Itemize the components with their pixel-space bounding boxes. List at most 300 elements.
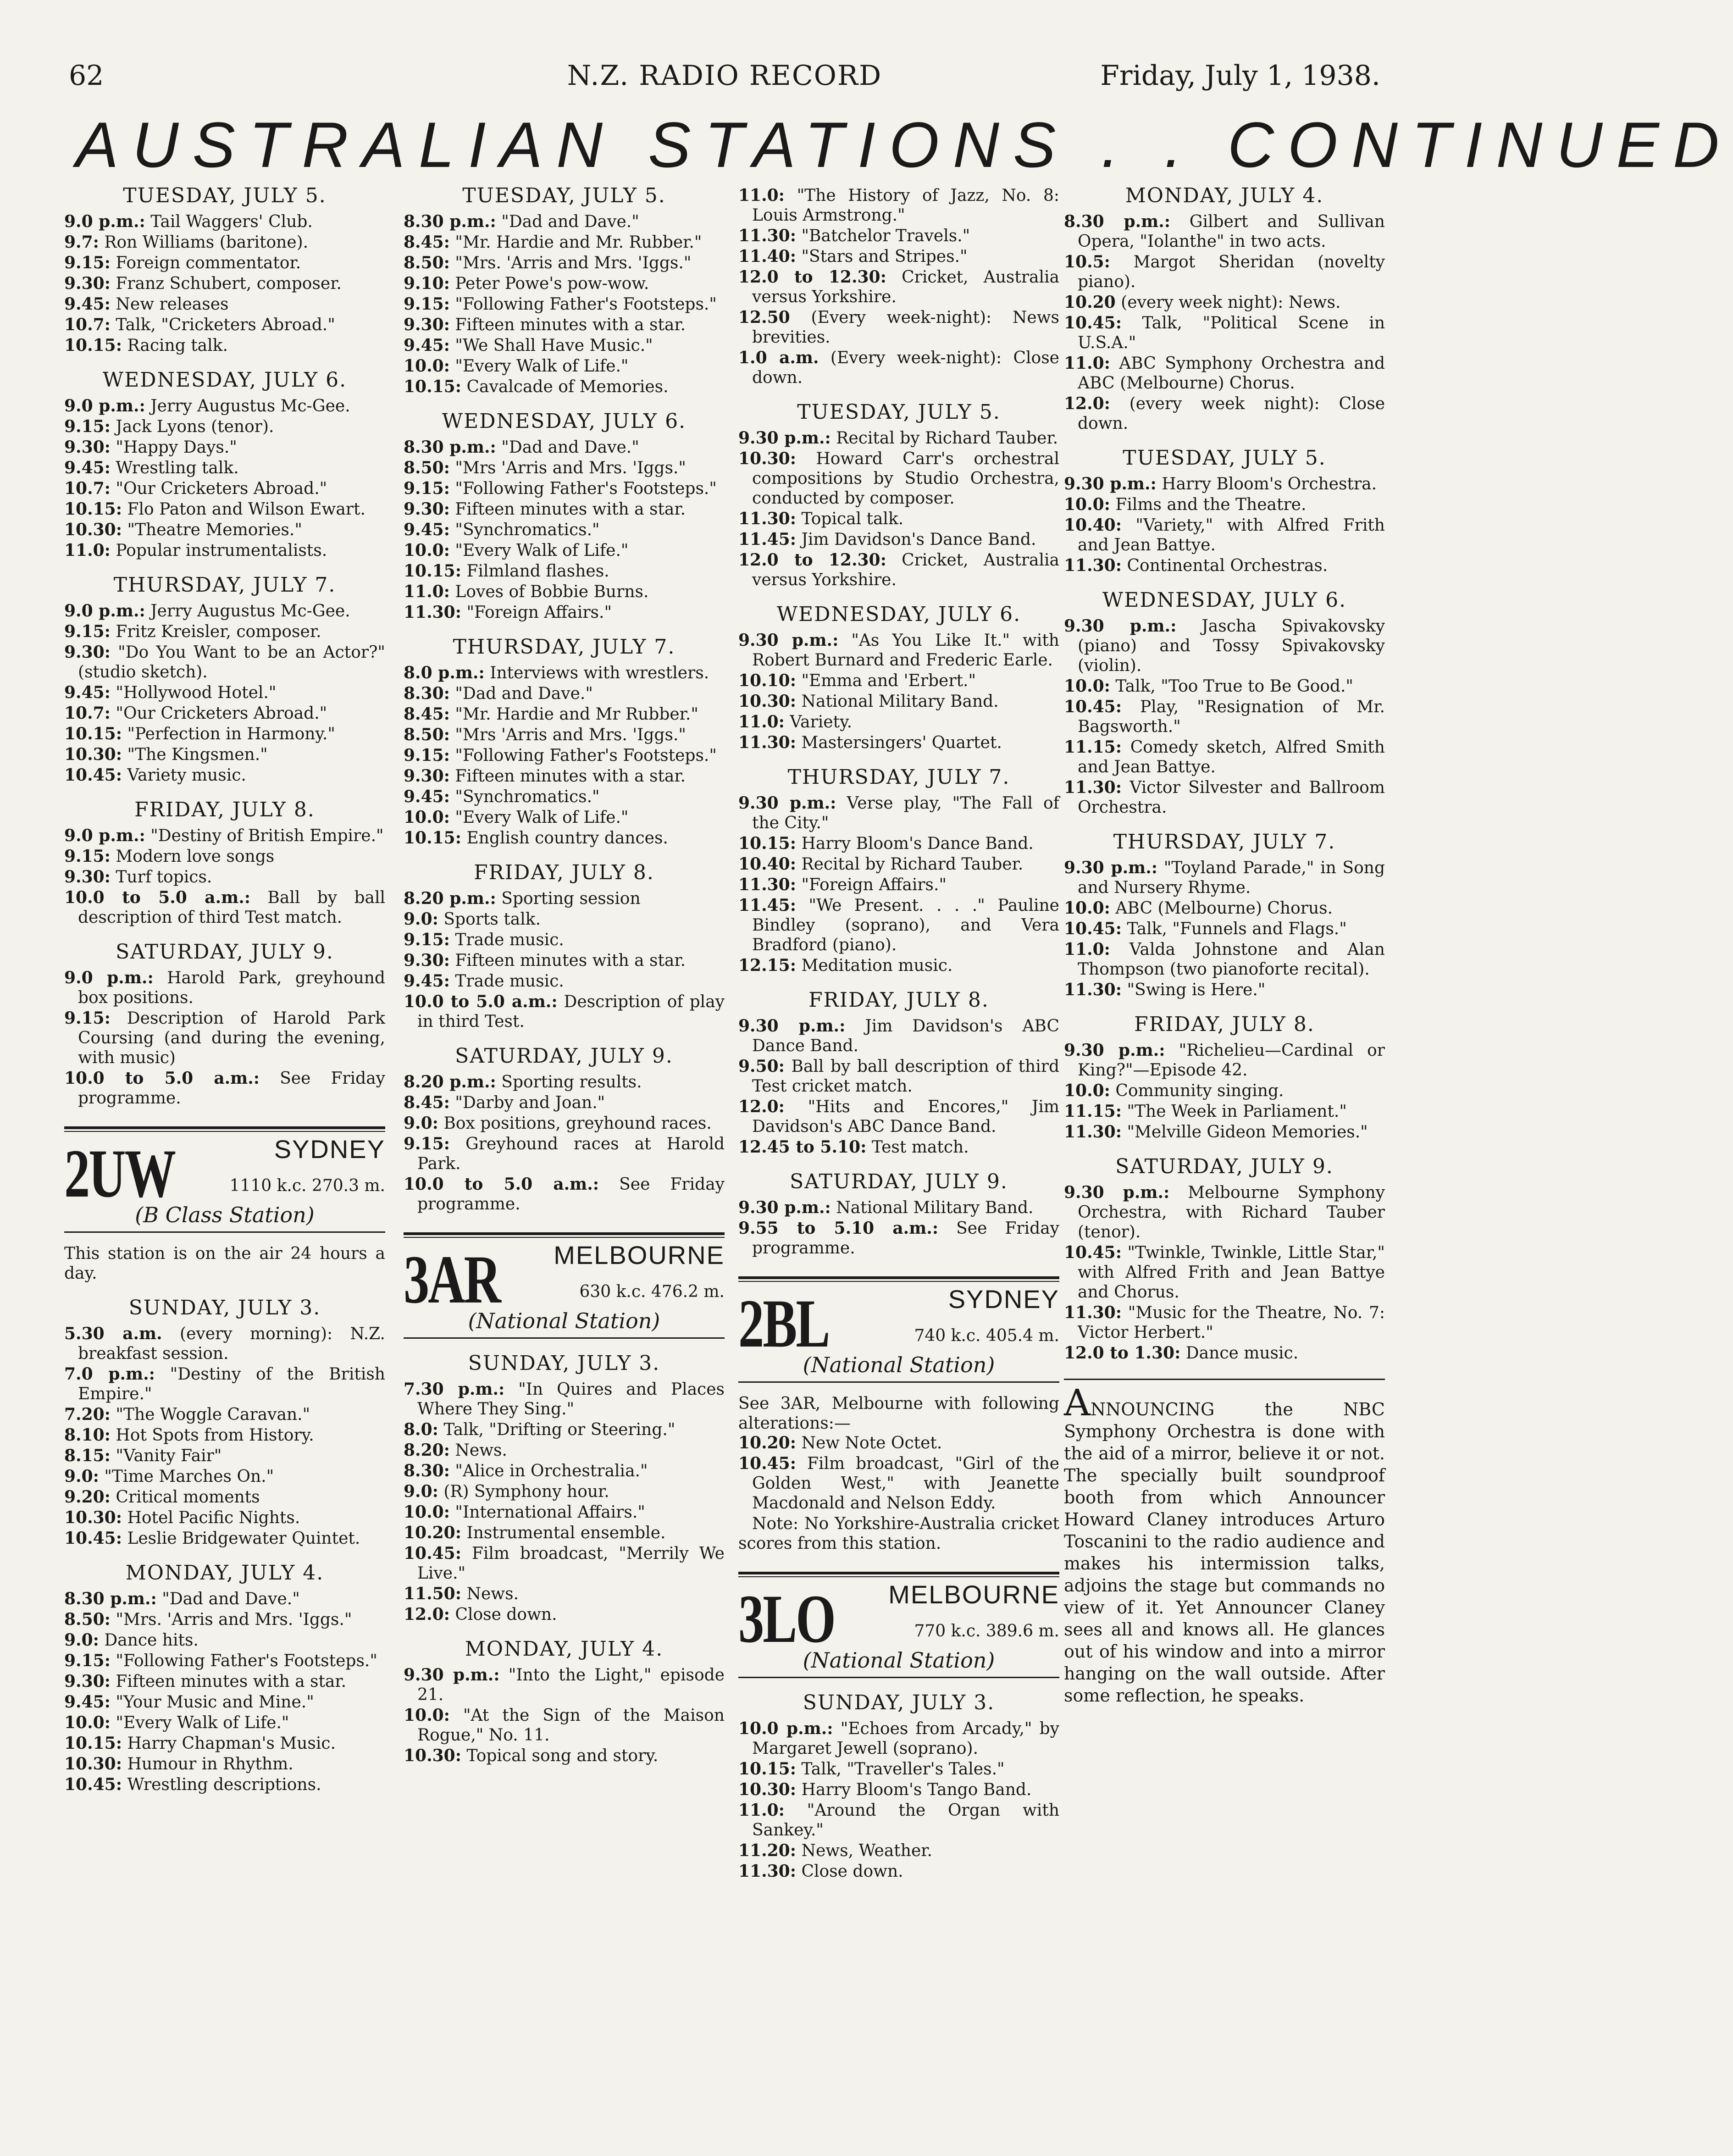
program-title: Popular instrumentalists. — [110, 541, 327, 560]
program-title: Variety music. — [122, 766, 246, 785]
program-time: 11.30: — [738, 226, 797, 245]
program-item — [404, 951, 725, 970]
program-time: 12.45 to 5.10: — [738, 1137, 867, 1157]
program-time: 9.15: — [64, 417, 111, 436]
program-title: "Every Walk of Life." — [449, 541, 629, 560]
program-title: Filmland flashes. — [461, 562, 609, 581]
program-title: News. — [449, 1441, 507, 1460]
program-time: 11.20: — [738, 1841, 797, 1860]
program-time: 9.0: — [64, 1630, 99, 1650]
program-item — [64, 1734, 385, 1753]
program-time: 9.45: — [64, 458, 111, 477]
program-title: "At the Sign of the Maison Rogue," No. 11. — [417, 1706, 725, 1745]
program-item — [738, 449, 1059, 508]
program-title: Melbourne Symphony Orchestra, with Richard Tauber (tenor). — [1078, 1183, 1385, 1242]
program-list — [64, 826, 385, 927]
program-item — [738, 1841, 1059, 1861]
program-title: Trade music. — [449, 931, 564, 949]
program-title: Hot Spots from History. — [110, 1426, 314, 1445]
day-heading: MONDAY, JULY 4. — [125, 1561, 324, 1585]
program-title: Flo Paton and Wilson Ewart. — [122, 500, 365, 519]
program-time: 9.30 p.m.: — [1064, 616, 1177, 636]
program-list — [404, 1665, 725, 1766]
program-item — [64, 253, 385, 273]
program-list — [64, 1589, 385, 1795]
program-time: 10.0: — [1064, 898, 1110, 918]
program-title: Hotel Pacific Nights. — [122, 1508, 300, 1527]
day-heading: MONDAY, JULY 4. — [465, 1637, 664, 1661]
program-title: "In Quires and Places Where They Sing." — [417, 1380, 725, 1419]
program-item — [64, 1467, 385, 1486]
announcement-article — [1064, 1379, 1385, 1707]
program-time: 10.30: — [64, 520, 122, 539]
program-title: "Vanity Fair" — [110, 1447, 222, 1465]
program-title: "Emma and 'Erbert." — [796, 671, 976, 690]
program-list — [738, 1433, 1059, 1513]
program-title: "Mrs. 'Arris and Mrs. 'Iggs." — [110, 1610, 352, 1629]
program-time: 9.45: — [64, 1692, 111, 1712]
program-title: Foreign commentator. — [110, 254, 301, 272]
program-title: Mastersingers' Quartet. — [796, 733, 1002, 752]
program-title: Talk, "Funnels and Flags." — [1122, 920, 1347, 938]
program-title: Test match. — [866, 1138, 969, 1157]
station-city: SYDNEY — [274, 1135, 385, 1164]
program-time: 10.15: — [64, 1734, 122, 1753]
program-time: 9.20: — [64, 1487, 111, 1507]
program-time: 9.0 p.m.: — [64, 396, 145, 416]
program-time: 10.0: — [404, 356, 450, 376]
program-item — [64, 417, 385, 437]
program-title: "Hits and Encores," Jim Davidson's ABC Dance Band. — [752, 1097, 1059, 1136]
program-item — [404, 787, 725, 807]
program-title: "Mr. Hardie and Mr Rubber." — [449, 705, 698, 724]
program-time: 11.30: — [738, 875, 797, 894]
program-item — [64, 479, 385, 499]
program-item — [404, 1441, 725, 1460]
program-time: 9.0 p.m.: — [64, 968, 154, 987]
program-item — [404, 725, 725, 745]
program-time: 10.30: — [738, 449, 797, 468]
column-1 — [64, 186, 385, 1796]
day-heading: WEDNESDAY, JULY 6. — [102, 368, 347, 392]
program-item — [738, 1219, 1059, 1258]
program-title: "Into the Light," episode 21. — [417, 1666, 725, 1704]
program-item — [404, 1134, 725, 1174]
program-time: 12.0 to 1.30: — [1064, 1343, 1181, 1363]
program-time: 10.45: — [64, 1775, 122, 1794]
program-item — [404, 1114, 725, 1133]
page-header — [69, 46, 1380, 101]
day-heading: WEDNESDAY, JULY 6. — [442, 410, 687, 433]
program-title: "Twinkle, Twinkle, Little Star," with Alfred Frith and Jean Battye and Chorus. — [1078, 1243, 1385, 1302]
program-title: "Foreign Affairs." — [461, 603, 612, 622]
program-item — [64, 1364, 385, 1404]
program-time: 10.30: — [64, 1508, 122, 1527]
section-rule — [738, 1276, 1059, 1282]
program-time: 8.20: — [404, 1441, 450, 1460]
program-item — [404, 1523, 725, 1543]
program-time: 8.50: — [64, 1610, 111, 1629]
program-time: 12.0 to 12.30: — [738, 267, 886, 287]
day-heading: THURSDAY, JULY 7. — [453, 635, 675, 659]
program-title: Talk, "Drifting or Steering." — [438, 1420, 675, 1439]
program-title: Victor Silvester and Ballroom Orchestra. — [1078, 778, 1385, 817]
program-item — [64, 1508, 385, 1528]
program-item — [738, 1801, 1059, 1840]
program-time: 8.20 p.m.: — [404, 1072, 496, 1092]
program-item — [1064, 1041, 1385, 1080]
program-time: 10.0 p.m.: — [738, 1719, 833, 1738]
program-item — [64, 1425, 385, 1445]
program-item — [1064, 1081, 1385, 1101]
program-time: 8.50: — [404, 458, 450, 477]
program-time: 9.30 p.m.: — [1064, 1041, 1165, 1060]
column-4 — [1064, 186, 1385, 1707]
program-time: 11.0: — [1064, 940, 1110, 959]
program-title: New releases — [110, 295, 229, 314]
station-header — [64, 1135, 385, 1212]
program-title: Harry Chapman's Music. — [122, 1734, 336, 1753]
program-item — [738, 896, 1059, 955]
program-item — [1064, 898, 1385, 918]
station-frequency: 740 k.c. 405.4 m. — [914, 1326, 1059, 1345]
program-time: 8.20 p.m.: — [404, 889, 496, 908]
program-time: 9.0: — [404, 1482, 438, 1501]
program-item — [404, 582, 725, 602]
program-title: "Following Father's Footsteps." — [449, 295, 717, 314]
program-time: 10.0 to 5.0 a.m.: — [404, 992, 558, 1011]
program-item — [64, 458, 385, 478]
program-title: Interviews with wrestlers. — [484, 664, 709, 682]
program-item — [404, 1093, 725, 1113]
program-item — [738, 1433, 1059, 1453]
program-time: 10.20: — [404, 1523, 462, 1542]
program-title: Jascha Spivakovsky (piano) and Tossy Spivakovsky (violin). — [1078, 617, 1385, 675]
program-time: 10.40: — [738, 854, 797, 874]
program-time: 8.10: — [64, 1425, 111, 1445]
program-title: Cricket, Australia versus Yorkshire. — [752, 268, 1059, 306]
program-time: 9.45: — [64, 683, 111, 702]
program-title: "International Affairs." — [449, 1503, 645, 1522]
program-title: Harry Bloom's Orchestra. — [1156, 475, 1377, 493]
program-item — [64, 1651, 385, 1671]
program-item — [404, 274, 725, 294]
program-title: (Every week-night): News brevities. — [752, 308, 1059, 347]
program-item — [64, 622, 385, 642]
program-list — [1064, 1183, 1385, 1363]
program-time: 9.30 p.m.: — [738, 428, 831, 448]
program-title: Topical song and story. — [461, 1746, 659, 1765]
program-title: Sporting session — [496, 889, 641, 908]
program-item — [64, 643, 385, 682]
program-time: 8.30 p.m.: — [404, 438, 496, 457]
program-title: Harry Bloom's Dance Band. — [796, 834, 1034, 853]
program-title: Dance music. — [1180, 1344, 1299, 1363]
program-item — [1064, 697, 1385, 737]
program-title: Franz Schubert, composer. — [110, 274, 342, 293]
program-title: Loves of Bobbie Burns. — [449, 582, 649, 601]
program-time: 9.15: — [64, 847, 111, 866]
page-number: 62 — [69, 60, 104, 92]
program-title: Topical talk. — [796, 510, 904, 528]
program-time: 11.0: — [1064, 354, 1110, 373]
program-title: ABC Symphony Orchestra and ABC (Melbourne) Chorus. — [1078, 354, 1385, 393]
program-title: "Every Walk of Life." — [449, 357, 629, 376]
program-item — [404, 971, 725, 991]
program-time: 9.15: — [404, 930, 450, 949]
program-title: See Friday programme. — [78, 1069, 385, 1108]
program-time: 11.0: — [738, 186, 785, 205]
program-item — [1064, 616, 1385, 676]
program-item — [64, 1610, 385, 1629]
program-time: 5.30 a.m. — [64, 1324, 162, 1343]
program-item — [738, 1862, 1059, 1881]
program-time: 8.45: — [404, 704, 450, 724]
program-time: 9.15: — [64, 1651, 111, 1670]
program-item — [1064, 354, 1385, 393]
program-time: 9.0 p.m.: — [64, 826, 145, 845]
program-item — [738, 348, 1059, 388]
program-item — [404, 603, 725, 622]
day-heading: SATURDAY, JULY 9. — [455, 1044, 673, 1068]
program-list — [404, 1380, 725, 1624]
program-time: 10.45: — [1064, 697, 1122, 716]
station-call-sign: 2BL — [738, 1286, 829, 1362]
program-title: Fifteen minutes with a star. — [449, 316, 686, 334]
program-time: 9.10: — [404, 274, 450, 293]
program-time: 10.45: — [404, 1544, 462, 1563]
program-item — [738, 1780, 1059, 1800]
program-title: "Do You Want to be an Actor?" (studio sketch). — [78, 643, 385, 682]
program-item — [404, 315, 725, 335]
program-title: English country dances. — [461, 829, 668, 848]
program-item — [404, 438, 725, 457]
program-time: 10.45: — [738, 1454, 797, 1473]
day-heading: SATURDAY, JULY 9. — [790, 1170, 1008, 1193]
program-item — [738, 631, 1059, 670]
program-title: "The Kingsmen." — [122, 745, 268, 764]
program-title: "We Present. . . ." Pauline Bindley (soprano), and Vera Bradford (piano). — [752, 896, 1059, 954]
program-time: 12.0 to 12.30: — [738, 550, 886, 570]
program-time: 10.30: — [64, 1754, 122, 1774]
program-title: Variety. — [784, 713, 853, 732]
program-title: "Mr. Hardie and Mr. Rubber." — [449, 233, 702, 252]
program-time: 10.20: — [738, 1433, 797, 1452]
program-title: Close down. — [449, 1605, 557, 1624]
program-item — [738, 1057, 1059, 1096]
program-time: 9.45: — [404, 336, 450, 355]
program-title: "Swing is Here." — [1122, 981, 1266, 999]
program-item — [64, 745, 385, 765]
program-item — [404, 253, 725, 273]
program-title: Description of play in third Test. — [417, 992, 725, 1031]
program-item — [738, 1137, 1059, 1157]
program-title: "Destiny of British Empire." — [145, 826, 384, 845]
program-time: 8.30: — [404, 1461, 450, 1480]
drop-cap: A — [1064, 1381, 1091, 1424]
program-title: "Darby and Joan." — [449, 1093, 605, 1112]
program-time: 9.30: — [64, 438, 111, 457]
program-title: Jerry Augustus Mc-Gee. — [145, 397, 350, 416]
program-item — [404, 1461, 725, 1481]
program-title: "Following Father's Footsteps." — [110, 1652, 377, 1670]
day-heading: THURSDAY, JULY 7. — [113, 573, 336, 597]
program-time: 10.40: — [1064, 515, 1122, 535]
program-title: Margot Sheridan (novelty piano). — [1078, 253, 1385, 291]
program-time: 11.50: — [404, 1584, 462, 1603]
program-list — [738, 631, 1059, 753]
section-rule — [64, 1126, 385, 1132]
program-list — [738, 428, 1059, 590]
program-title: Close down. — [796, 1862, 903, 1881]
program-title: Dance hits. — [99, 1631, 199, 1650]
program-title: (every week night): Close down. — [1078, 394, 1385, 433]
program-item — [1064, 252, 1385, 292]
program-time: 10.15: — [64, 499, 122, 519]
program-item — [738, 875, 1059, 895]
program-item — [64, 1069, 385, 1108]
program-title: Films and the Theatre. — [1110, 495, 1307, 514]
day-heading: SUNDAY, JULY 3. — [803, 1691, 995, 1714]
station-intro: See 3AR, Melbourne with following alterations:— — [738, 1394, 1059, 1433]
program-time: 9.30 p.m.: — [738, 793, 836, 813]
program-time: 8.15: — [64, 1446, 111, 1465]
program-time: 9.30 p.m.: — [738, 631, 839, 650]
program-list — [1064, 1041, 1385, 1142]
program-item — [64, 1009, 385, 1068]
program-title: "Mrs 'Arris and Mrs. 'Iggs." — [449, 459, 686, 477]
program-list — [64, 212, 385, 355]
program-title: "Music for the Theatre, No. 7: Victor Herbert." — [1078, 1303, 1385, 1342]
program-time: 10.0: — [1064, 1081, 1110, 1100]
day-heading: TUESDAY, JULY 5. — [123, 184, 327, 207]
program-time: 10.0 to 5.0 a.m.: — [64, 1069, 260, 1088]
day-heading: SUNDAY, JULY 3. — [128, 1296, 321, 1319]
program-item — [738, 1719, 1059, 1758]
program-item — [404, 1420, 725, 1440]
program-item — [1064, 676, 1385, 696]
program-item — [64, 499, 385, 519]
program-item — [64, 1754, 385, 1774]
program-list — [404, 212, 725, 397]
program-item — [738, 186, 1059, 225]
column-3 — [738, 186, 1059, 1882]
program-time: 8.30: — [404, 684, 450, 703]
program-title: National Military Band. — [796, 692, 999, 711]
program-title: "The Week in Parliament." — [1122, 1102, 1347, 1121]
station-note: Note: No Yorkshire-Australia cricket scores from this station. — [738, 1514, 1059, 1553]
program-item — [738, 793, 1059, 833]
program-time: 9.45: — [404, 520, 450, 539]
program-time: 8.0: — [404, 1420, 438, 1439]
program-time: 11.30: — [404, 603, 462, 622]
issue-date: Friday, July 1, 1938. — [1100, 60, 1380, 92]
program-item — [738, 692, 1059, 711]
program-time: 9.55 to 5.10 a.m.: — [738, 1219, 939, 1238]
program-title: Gilbert and Sullivan Opera, "Iolanthe" in two acts. — [1078, 212, 1385, 251]
program-item — [404, 1665, 725, 1705]
program-title: Peter Powe's pow-wow. — [449, 274, 649, 293]
program-title: Leslie Bridgewater Quintet. — [122, 1529, 360, 1548]
program-time: 8.0 p.m.: — [404, 663, 485, 682]
program-time: 10.15: — [404, 561, 462, 581]
section-rule — [404, 1232, 725, 1238]
program-title: Ball by ball description of third Test match. — [78, 888, 385, 927]
article-text: NNOUNCING the NBC Symphony Orchestra is done with the aid of a mirror, believe it or not. The specially built soundproof booth from which Announcer Howard Claney introduces Arturo Toscanini to the radio audience and makes his intermission talks, adjoins the stage but commands no view of it. Yet Announcer Claney sees all and knows all. He glances out of his window and into a mirror hanging on the wall outside. After some reflection, he speaks. — [1064, 1399, 1385, 1706]
program-title: "Dad and Dave." — [496, 438, 639, 457]
program-item — [64, 274, 385, 294]
program-time: 8.45: — [404, 233, 450, 252]
program-time: 10.0 to 5.0 a.m.: — [404, 1175, 599, 1194]
day-heading: SATURDAY, JULY 9. — [116, 940, 334, 964]
program-item — [404, 294, 725, 314]
program-time: 9.7: — [64, 233, 99, 252]
program-list — [738, 1719, 1059, 1881]
program-time: 11.45: — [738, 530, 797, 549]
program-item — [404, 356, 725, 376]
program-item — [1064, 394, 1385, 433]
program-title: "Our Cricketers Abroad." — [110, 704, 327, 723]
program-item — [404, 1706, 725, 1745]
day-heading: THURSDAY, JULY 7. — [787, 765, 1010, 789]
program-item — [64, 704, 385, 723]
program-title: Howard Carr's orchestral compositions by Studio Orchestra, conducted by composer. — [752, 449, 1059, 508]
program-item — [64, 1692, 385, 1712]
program-title: Jerry Augustus Mc-Gee. — [145, 602, 350, 621]
program-time: 9.45: — [404, 971, 450, 991]
program-list — [1064, 474, 1385, 576]
program-time: 9.0 p.m.: — [64, 601, 145, 621]
program-item — [404, 828, 725, 848]
program-title: "Following Father's Footsteps." — [449, 479, 717, 498]
program-time: 10.15: — [738, 1759, 797, 1779]
program-list — [738, 793, 1059, 975]
program-time: 11.30: — [1064, 778, 1122, 797]
program-title: "Our Cricketers Abroad." — [110, 479, 327, 498]
program-title: Cavalcade of Memories. — [461, 377, 669, 396]
program-item — [738, 509, 1059, 529]
program-item — [404, 663, 725, 683]
program-title: "The Woggle Caravan." — [110, 1405, 310, 1424]
program-time: 9.30 p.m.: — [1064, 474, 1157, 493]
station-frequency: 630 k.c. 476.2 m. — [579, 1282, 725, 1301]
program-title: See Friday programme. — [417, 1175, 725, 1214]
program-item — [404, 930, 725, 950]
program-title: "Time Marches On." — [99, 1467, 274, 1486]
program-time: 11.30: — [738, 733, 797, 752]
program-time: 8.30 p.m.: — [404, 212, 496, 231]
program-time: 10.30: — [738, 1780, 797, 1799]
program-time: 11.15: — [1064, 737, 1122, 757]
program-time: 12.50 — [738, 308, 790, 327]
program-list — [404, 663, 725, 848]
program-title: Film broadcast, "Girl of the Golden West," with Jeanette Macdonald and Nelson Eddy. — [752, 1454, 1059, 1513]
program-time: 9.30: — [64, 867, 111, 887]
program-time: 11.0: — [738, 1801, 785, 1820]
program-item — [64, 233, 385, 252]
program-title: "Variety," with Alfred Frith and Jean Battye. — [1078, 516, 1385, 554]
program-item — [404, 458, 725, 478]
program-time: 9.30: — [64, 643, 111, 662]
program-title: "Every Walk of Life." — [449, 808, 629, 827]
program-item — [738, 308, 1059, 347]
program-item — [64, 601, 385, 621]
station-note: This station is on the air 24 hours a day. — [64, 1244, 385, 1283]
station-city: MELBOURNE — [554, 1241, 725, 1269]
program-time: 11.30: — [738, 1862, 797, 1881]
program-time: 10.15: — [404, 377, 462, 396]
program-time: 11.0: — [404, 582, 450, 601]
